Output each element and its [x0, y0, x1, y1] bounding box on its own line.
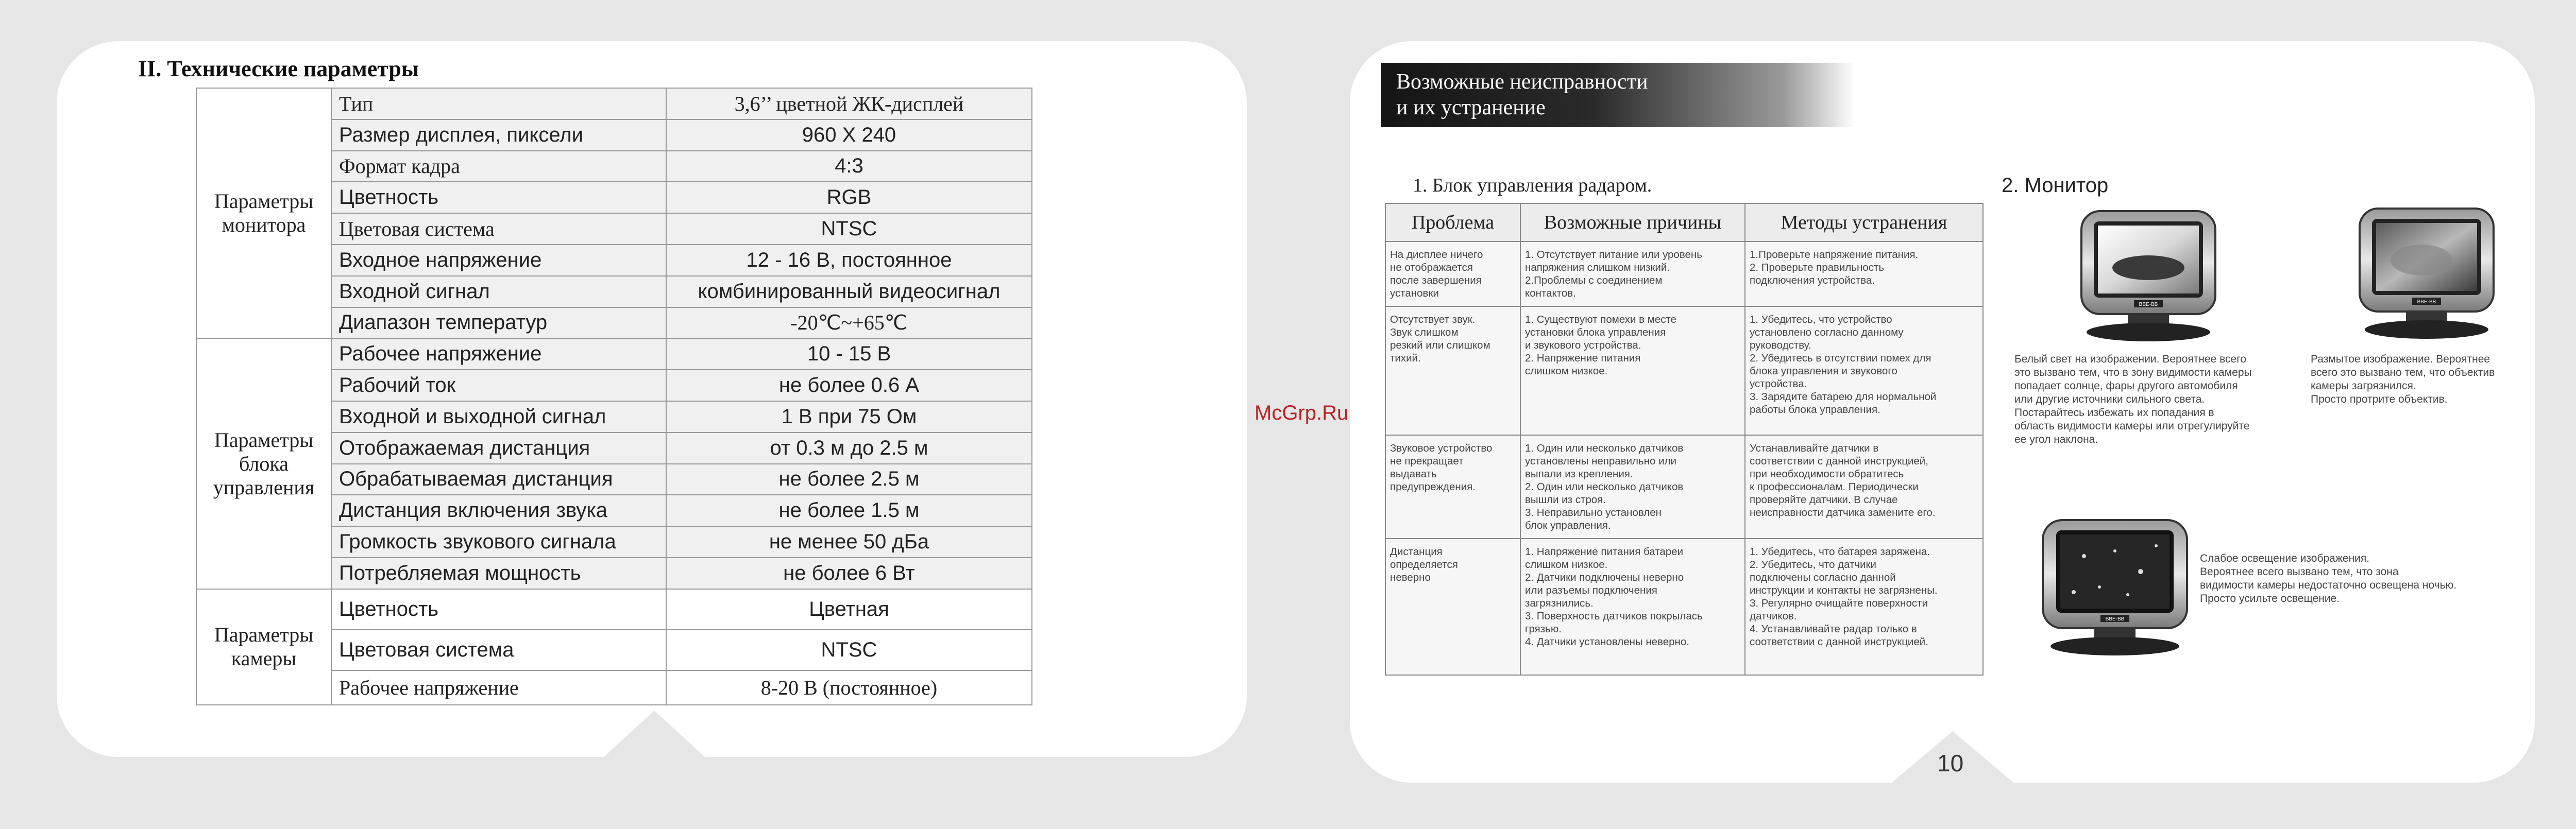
causes-cell: 1. Напряжение питания батареи слишком низкое. 2. Датчики подключены неверно или разъемы подключения загрязнились. 3. Поверхность датчиков покрылась грязью. 4. Датчики установлены неверно. [1520, 539, 1745, 675]
problem-cell: Звуковое устройство не прекращает выдавать предупреждения. [1385, 435, 1520, 539]
watermark-link[interactable]: McGrp.Ru [1255, 402, 1349, 424]
table-row [1385, 435, 1983, 539]
param-name: Потребляемая мощность [331, 558, 666, 589]
solutions-cell: 1. Убедитесь, что батарея заряжена. 2. Убедитесь, что датчики подключены согласно данной инструкции и контакты не загрязнены. 3. Регулярно очищайте поверхности датчиков. 4. Устанавливайте радар только в соответствии с данной инструкцией. [1745, 539, 1983, 675]
section-1-title: 1. Блок управления радаром. [1413, 175, 1652, 196]
solutions-cell: Устанавливайте датчики в соответствии с данной инструкцией, при необходимости обратитесь к профессионалам. Периодически проверяйте датчики. В случае неисправности датчика замените его. [1745, 435, 1983, 539]
group-label-control-unit: Параметры блока управления [196, 338, 331, 589]
param-name: Рабочее напряжение [331, 670, 666, 705]
param-name: Громкость звукового сигнала [331, 526, 666, 558]
monitor-brand-label: BBE-BB [2105, 616, 2125, 622]
column-header: Проблема [1385, 203, 1520, 241]
table-row [196, 589, 1032, 630]
param-value: NTSC [666, 213, 1032, 245]
param-name: Цветность [331, 182, 666, 213]
param-value: 3,6’’ цветной ЖК-дисплей [666, 88, 1032, 119]
monitor-caption: Размытое изображение. Вероятнее всего это вызвано тем, что объектив камеры загрязнился. Просто протрите объектив. [2311, 353, 2495, 405]
monitor-caption: Белый свет на изображении. Вероятнее всего это вызвано тем, что в зону видимости камеры попадает солнце, фары другого автомобиля или другие источники сильного света. Постарайтесь избежать их попадания в область видимости камеры или отрегулируйте ее угол наклона. [2014, 353, 2252, 445]
param-value: 8-20 В (постоянное) [666, 670, 1032, 705]
param-value: от 0.3 м до 2.5 м [666, 433, 1032, 464]
group-label-camera: Параметры камеры [196, 589, 331, 705]
param-name: Рабочий ток [331, 370, 666, 401]
param-name: Тип [331, 88, 666, 119]
troubleshooting-header [1381, 63, 1855, 127]
param-name: Входной сигнал [331, 276, 666, 307]
table-row [1385, 539, 1983, 675]
causes-cell: 1. Один или несколько датчиков установлены неправильно или выпали из крепления. 2. Один или несколько датчиков вышли из строя. 3. Неправильно установлен блок управления. [1520, 435, 1745, 539]
monitor-caption: Слабое освещение изображения. Вероятнее всего вызвано тем, что зона видимости камеры недостаточно освещена ночью. Просто усильте освещение. [2200, 552, 2457, 605]
column-header: Методы устранения [1745, 203, 1983, 241]
monitor-bright-light-image [2076, 206, 2221, 345]
param-name: Обрабатываемая дистанция [331, 464, 666, 495]
param-name: Дистанция включения звука [331, 495, 666, 526]
header-line-1: Возможные неисправности [1396, 70, 1648, 94]
param-value: NTSC [666, 630, 1032, 670]
param-value: RGB [666, 182, 1032, 213]
causes-cell: 1. Существуют помехи в месте установки блока управления и звукового устройства. 2. Напряжение питания слишком низкое. [1520, 306, 1745, 435]
param-value: не более 0.6 А [666, 370, 1032, 401]
param-name: Цветовая система [331, 213, 666, 245]
page-number: 10 [1937, 750, 1964, 776]
param-value: 4:3 [666, 151, 1032, 182]
problem-cell: На дисплее ничего не отображается после завершения установки [1385, 241, 1520, 306]
problem-cell: Дистанция определяется неверно [1385, 539, 1520, 675]
param-name: Рабочее напряжение [331, 338, 666, 370]
param-name: Входное напряжение [331, 245, 666, 276]
table-header-row [1385, 203, 1983, 241]
spec-title: II. Технические параметры [138, 56, 419, 81]
table-row [196, 338, 1032, 370]
param-value: не менее 50 дБа [666, 526, 1032, 558]
table-row [1385, 241, 1983, 306]
param-value: -20℃~+65℃ [666, 307, 1032, 339]
param-value: не более 1.5 м [666, 495, 1032, 526]
param-value: 1 В при 75 Ом [666, 401, 1032, 433]
param-name: Цветность [331, 589, 666, 630]
param-value: не более 2.5 м [666, 464, 1032, 495]
left-page-notch [592, 711, 716, 767]
column-header: Возможные причины [1520, 203, 1745, 241]
param-name: Отображаемая дистанция [331, 433, 666, 464]
param-name: Диапазон температур [331, 307, 666, 339]
param-value: 960 X 240 [666, 119, 1032, 151]
solutions-cell: 1.Проверьте напряжение питания. 2. Проверьте правильность подключения устройства. [1745, 241, 1983, 306]
param-value: 12 - 16 В, постоянное [666, 245, 1032, 276]
param-name: Размер дисплея, пиксели [331, 119, 666, 151]
troubleshooting-table [1385, 203, 1984, 676]
group-label-monitor: Параметры монитора [196, 88, 331, 338]
problem-cell: Отсутствует звук. Звук слишком резкий или слишком тихий. [1385, 306, 1520, 435]
param-value: Цветная [666, 589, 1032, 630]
spec-table [196, 88, 1032, 705]
table-row [196, 88, 1032, 119]
solutions-cell: 1. Убедитесь, что устройство установлено согласно данному руководству. 2. Убедитесь в отсутствии помех для блока управления и звукового устройства. 3. Зарядите батарею для нормальной работы блока управления. [1745, 306, 1983, 435]
monitor-brand-label: BBE-BB [2139, 302, 2158, 307]
monitor-blurry-image [2354, 203, 2499, 342]
param-value: комбинированный видеосигнал [666, 276, 1032, 307]
param-value: не более 6 Вт [666, 558, 1032, 589]
param-value: 10 - 15 В [666, 338, 1032, 370]
causes-cell: 1. Отсутствует питание или уровень напряжения слишком низкий. 2.Проблемы с соединением контактов. [1520, 241, 1745, 306]
monitor-low-light-image [2038, 515, 2192, 659]
param-name: Цветовая система [331, 630, 666, 670]
monitor-brand-label: BBE-BB [2417, 299, 2436, 305]
section-2-title: 2. Монитор [2002, 174, 2109, 197]
param-name: Входной и выходной сигнал [331, 401, 666, 433]
header-line-2: и их устранение [1396, 96, 1546, 119]
table-row [1385, 306, 1983, 435]
param-name: Формат кадра [331, 151, 666, 182]
